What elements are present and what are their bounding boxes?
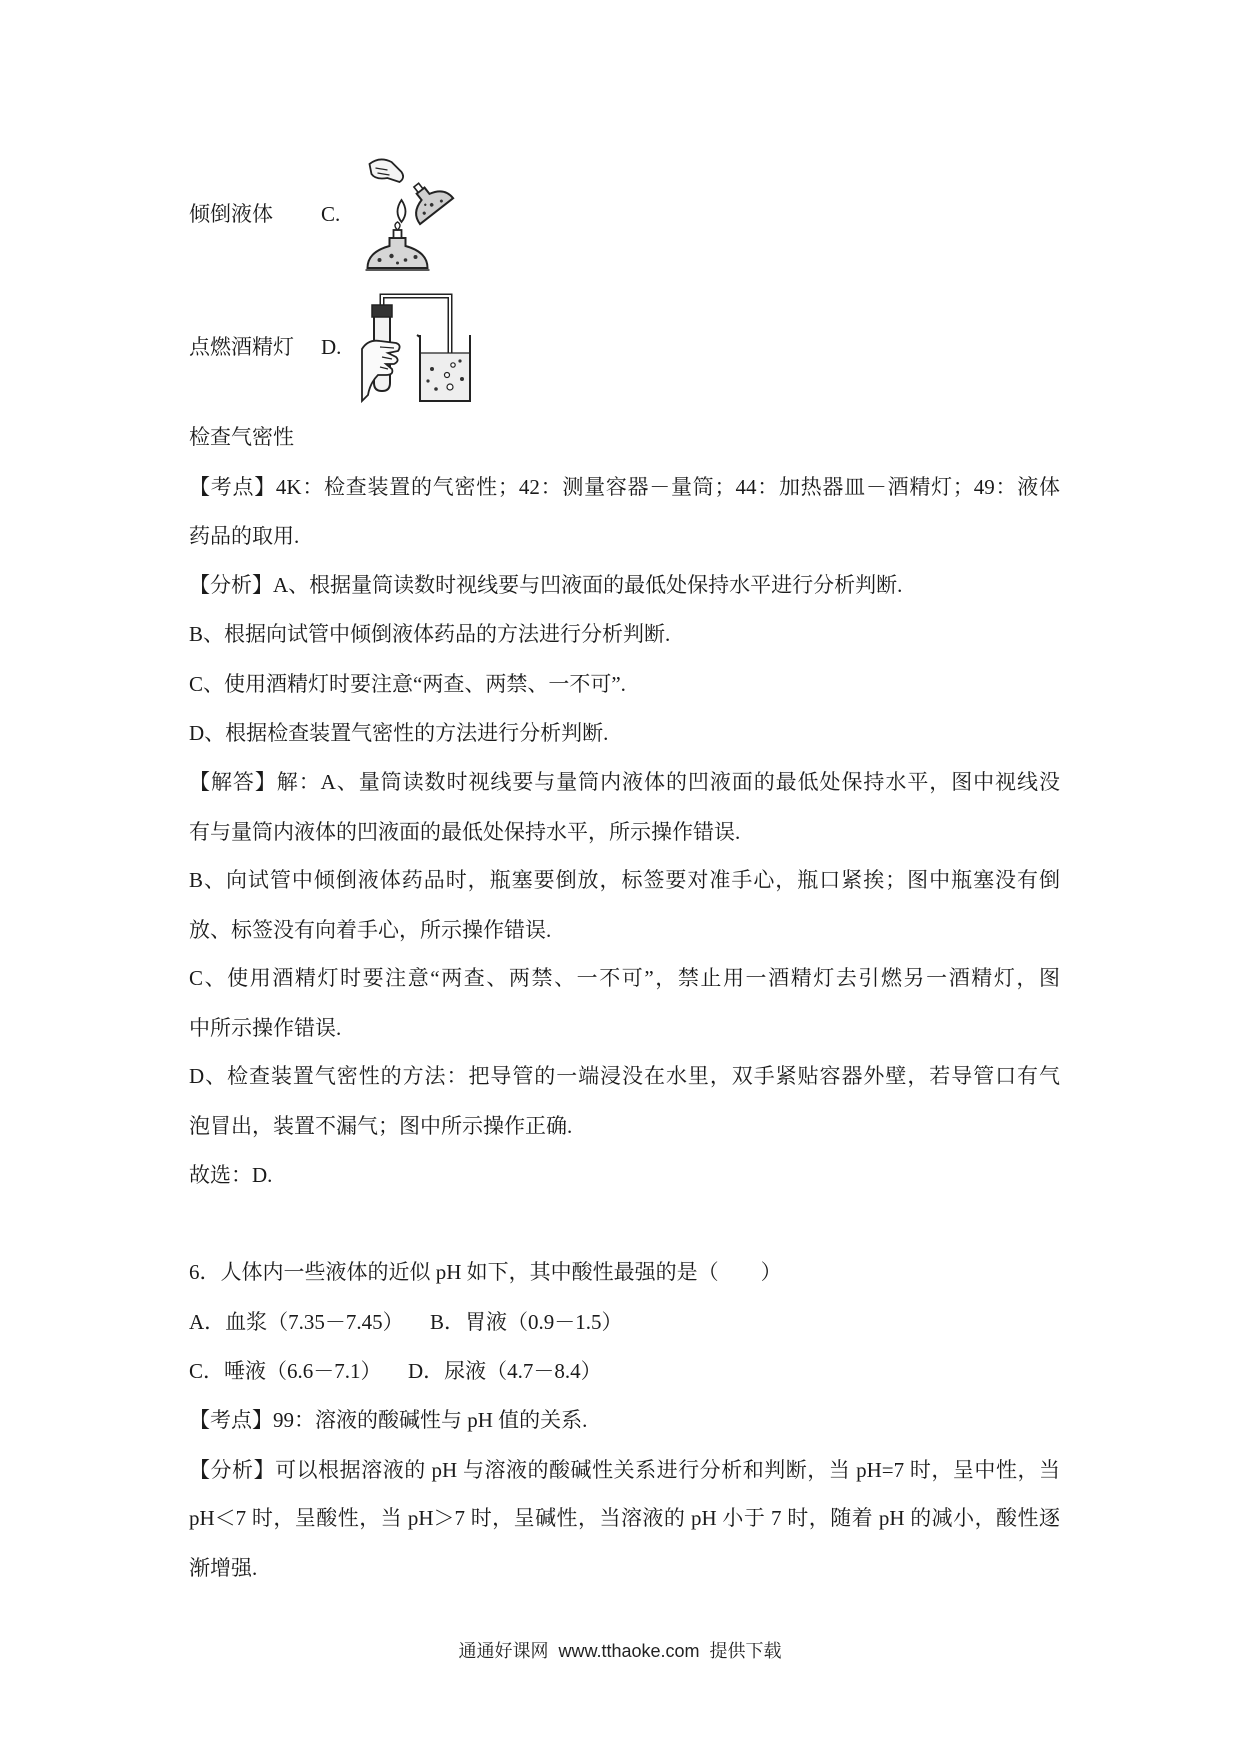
option-c-caption: 倾倒液体 [189, 202, 273, 226]
q5-jieda-line-3: B、向试管中倾倒液体药品时，瓶塞要倒放，标签要对准手心，瓶口紧挨；图中瓶塞没有倒 [189, 868, 1060, 892]
q6-stem: 6．人体内一些液体的近似 pH 如下，其中酸性最强的是（ ） [189, 1260, 782, 1284]
page-footer: 通通好课网 www.tthaoke.com 提供下载 [458, 1641, 782, 1661]
q5-fenxi-line-4: D、根据检查装置气密性的方法进行分析判断. [189, 721, 609, 745]
airtightness-check-figure [358, 291, 473, 406]
q5-jieda-line-7: D、检查装置气密性的方法：把导管的一端浸没在水里，双手紧贴容器外壁，若导管口有气 [189, 1064, 1060, 1088]
q6-option-c: C．唾液（6.6－7.1） [189, 1359, 382, 1383]
q5-jieda-line-5: C、使用酒精灯时要注意“两查、两禁、一不可”，禁止用一酒精灯去引燃另一酒精灯，图 [189, 966, 1060, 990]
q5-jieda-line-1: 【解答】解：A、量筒读数时视线要与量筒内液体的凹液面的最低处保持水平，图中视线没 [189, 770, 1060, 794]
q5-kaodian-line-1: 【考点】4K：检查装置的气密性；42：测量容器－量筒；44：加热器皿－酒精灯；49：液体 [189, 475, 1060, 499]
q6-fenxi-line-2: pH＜7 时，呈酸性，当 pH＞7 时，呈碱性，当溶液的 pH 小于 7 时，随着 pH 的减小，酸性逐 [189, 1506, 1060, 1530]
q6-option-a: A．血浆（7.35－7.45） [189, 1310, 404, 1334]
q5-fenxi-line-2: B、根据向试管中倾倒液体药品的方法进行分析判断. [189, 622, 671, 646]
test-tube-beaker-illustration [358, 291, 473, 406]
q6-option-d: D．尿液（4.7－8.4） [408, 1359, 602, 1383]
alcohol-lamp-illustration [361, 156, 462, 276]
q5-fenxi-line-3: C、使用酒精灯时要注意“两查、两禁、一不可”. [189, 672, 626, 696]
lamp-lighting-figure [361, 156, 462, 276]
q5-jieda-line-2: 有与量筒内液体的凹液面的最低处保持水平，所示操作错误. [189, 820, 741, 844]
q5-fenxi-line-1: 【分析】A、根据量筒读数时视线要与凹液面的最低处保持水平进行分析判断. [189, 573, 903, 597]
q5-jieda-line-6: 中所示操作错误. [189, 1016, 342, 1040]
q6-kaodian: 【考点】99：溶液的酸碱性与 pH 值的关系. [189, 1408, 588, 1432]
q6-fenxi-line-1: 【分析】可以根据溶液的 pH 与溶液的酸碱性关系进行分析和判断，当 pH=7 时，呈中性，当 [189, 1458, 1060, 1482]
option-d-trailing-caption: 检查气密性 [189, 425, 294, 449]
q5-jieda-line-4: 放、标签没有向着手心，所示操作错误. [189, 918, 552, 942]
option-c-label: C. [321, 202, 341, 226]
option-d-label: D. [321, 335, 342, 359]
q5-answer: 故选：D. [189, 1163, 273, 1187]
option-d-caption: 点燃酒精灯 [189, 335, 294, 359]
q5-kaodian-line-2: 药品的取用. [189, 524, 300, 548]
q6-option-b: B．胃液（0.9－1.5） [430, 1310, 623, 1334]
q5-jieda-line-8: 泡冒出，装置不漏气；图中所示操作正确. [189, 1114, 573, 1138]
q6-fenxi-line-3: 渐增强. [189, 1556, 258, 1580]
